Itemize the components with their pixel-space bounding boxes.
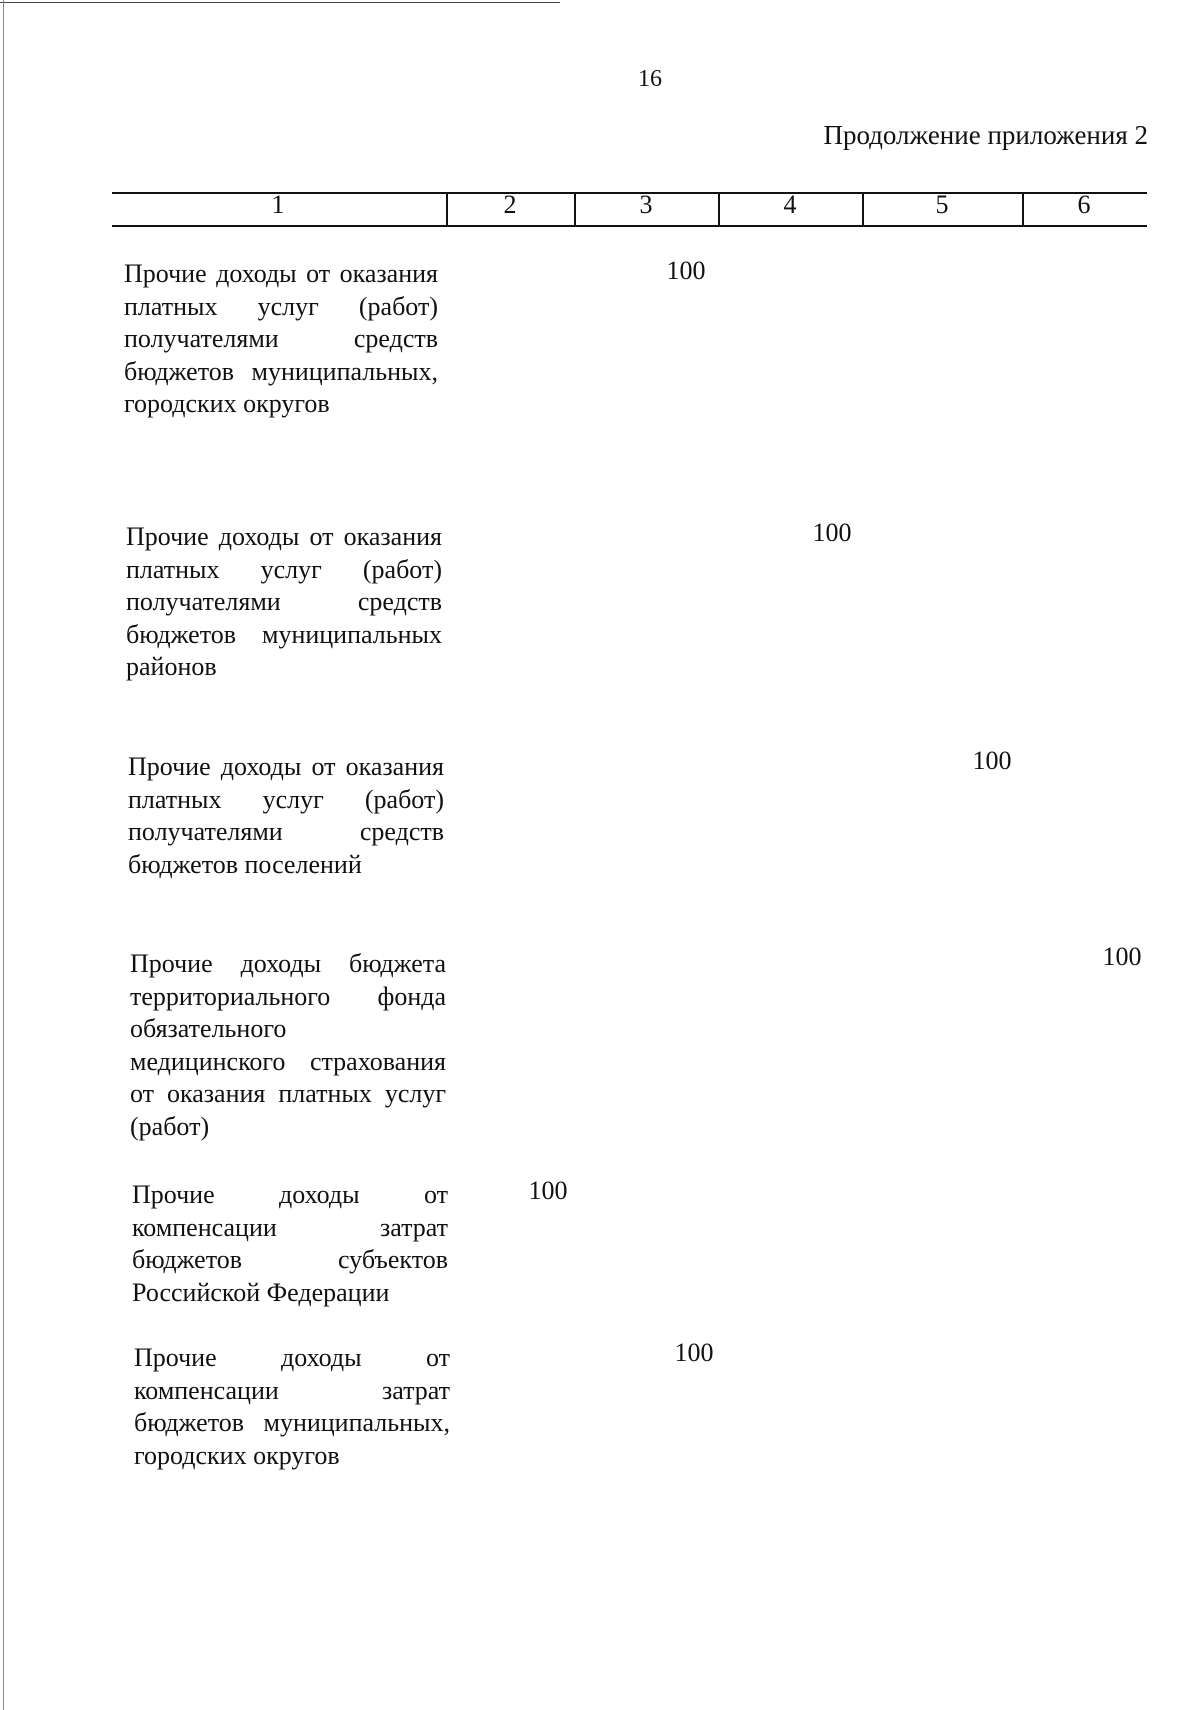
row-label-1: Прочие доходы от оказания платных услуг (работ) получателями средств бюджетов муниципальных, городских округов: [124, 259, 438, 418]
column-divider: [862, 192, 864, 225]
row-label-6: Прочие доходы от компенсации затрат бюджетов муниципальных, городских округов: [134, 1343, 450, 1470]
row-5-col-2-value: 100: [528, 1176, 568, 1205]
scan-edge-left: [3, 0, 4, 1710]
column-divider: [1022, 192, 1024, 225]
column-header-1: 1: [271, 190, 285, 219]
row-label-5: Прочие доходы от компенсации затрат бюджетов субъектов Российской Федерации: [132, 1180, 448, 1307]
column-header-4: 4: [783, 190, 797, 219]
column-header-5: 5: [935, 190, 949, 219]
row-label-2: Прочие доходы от оказания платных услуг (работ) получателями средств бюджетов муниципальных районов: [126, 522, 442, 681]
column-divider: [574, 192, 576, 225]
appendix-note: Продолжение приложения 2: [823, 120, 1148, 150]
column-header-3: 3: [639, 190, 653, 219]
table-header-bottom-rule: [112, 225, 1147, 227]
row-3-col-5-value: 100: [972, 746, 1012, 775]
column-divider: [446, 192, 448, 225]
column-divider: [718, 192, 720, 225]
row-label-4: Прочие доходы бюджета территориального фонда обязательного медицинского страхования от оказания платных услуг (работ): [130, 949, 446, 1141]
column-header-6: 6: [1077, 190, 1091, 219]
scan-edge-top: [0, 2, 560, 3]
row-4-col-6-value: 100: [1102, 942, 1142, 971]
row-1-col-3-value: 100: [666, 256, 706, 285]
row-6-col-3-value: 100: [674, 1338, 714, 1367]
row-label-3: Прочие доходы от оказания платных услуг (работ) получателями средств бюджетов поселений: [128, 752, 444, 879]
column-header-2: 2: [503, 190, 517, 219]
row-2-col-4-value: 100: [812, 518, 852, 547]
page-number: 16: [638, 66, 662, 92]
